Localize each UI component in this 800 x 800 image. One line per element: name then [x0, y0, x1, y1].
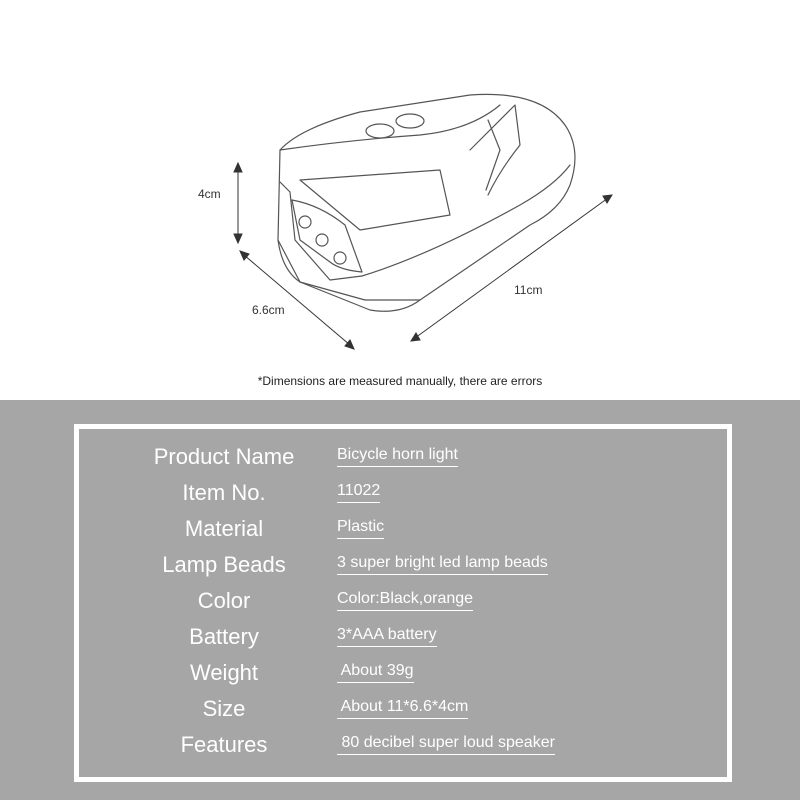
spec-value: 80 decibel super loud speaker	[337, 732, 555, 755]
specifications-panel	[0, 400, 800, 800]
width-dimension-label: 6.6cm	[252, 303, 285, 317]
spec-row-size	[79, 691, 727, 727]
spec-value: About 39g	[337, 660, 414, 683]
measurement-disclaimer: *Dimensions are measured manually, there are errors	[257, 374, 543, 388]
spec-row-material	[79, 511, 727, 547]
spec-value: 3 super bright led lamp beads	[337, 552, 548, 575]
spec-label: Size	[202, 696, 246, 721]
spec-row-item-no	[79, 475, 727, 511]
spec-label: Battery	[189, 624, 259, 649]
spec-row-color	[79, 583, 727, 619]
spec-label: Color	[197, 588, 251, 613]
length-dimension-label: 11cm	[514, 283, 543, 297]
spec-row-features	[79, 727, 727, 763]
spec-row-battery	[79, 619, 727, 655]
spec-value: Bicycle horn light	[337, 444, 458, 467]
spec-label: Weight	[189, 660, 259, 685]
spec-value: Plastic	[337, 516, 384, 539]
spec-row-weight	[79, 655, 727, 691]
spec-value: Color:Black,orange	[337, 588, 473, 611]
spec-label: Features	[180, 732, 268, 757]
spec-label: Material	[184, 516, 264, 541]
spec-label: Lamp Beads	[162, 552, 286, 577]
height-dimension-label: 4cm	[198, 187, 221, 201]
spec-value: 11022	[337, 480, 380, 503]
spec-label: Product Name	[153, 444, 295, 469]
spec-row-product-name	[79, 439, 727, 475]
specifications-frame	[74, 424, 732, 782]
spec-value: 3*AAA battery	[337, 624, 437, 647]
spec-row-lamp-beads	[79, 547, 727, 583]
spec-value: About 11*6.6*4cm	[337, 696, 468, 719]
spec-label: Item No.	[182, 480, 266, 505]
